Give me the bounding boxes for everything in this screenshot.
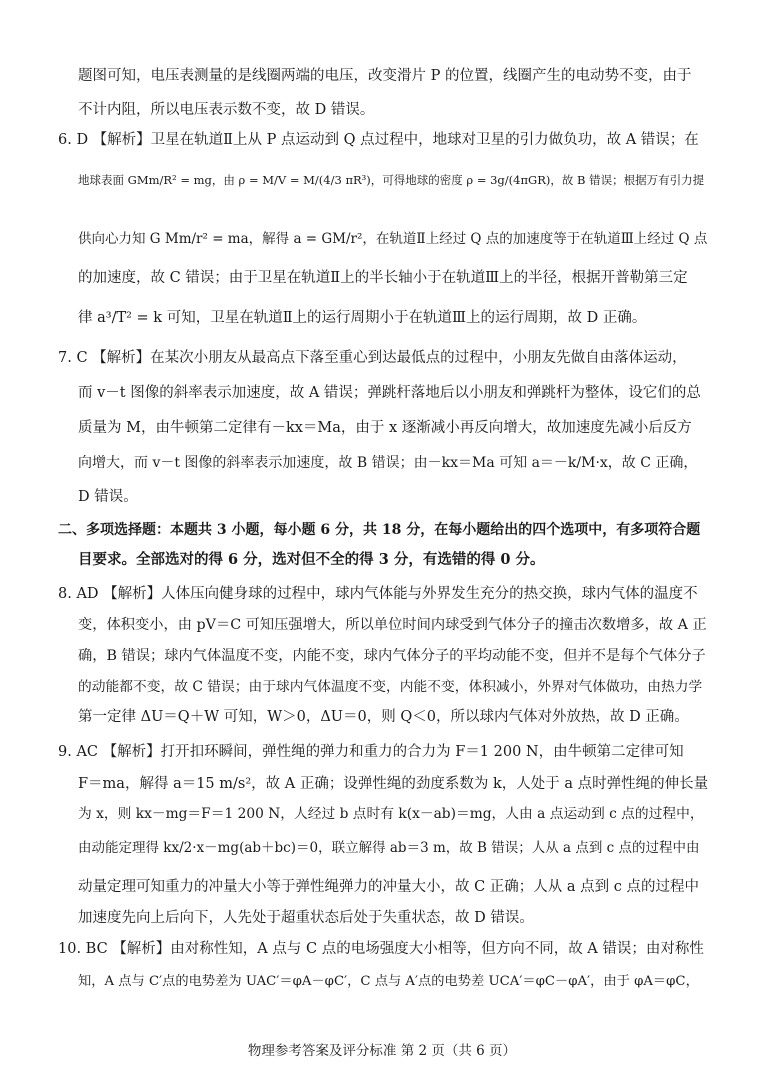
text-line: 动量定理可知重力的冲量大小等于弹性绳弹力的冲量大小，故 C 正确；人从 a 点到 c 点的过程中	[78, 879, 700, 895]
page-footer: 物理参考答案及评分标准 第 2 页（共 6 页）	[247, 1043, 517, 1059]
question-9-start: 9. AC 【解析】打开扣环瞬间，弹性绳的弹力和重力的合力为 F＝1 200 N，由牛顿第二定律可知	[58, 744, 684, 760]
question-6-start: 6. D 【解析】卫星在轨道Ⅱ上从 P 点运动到 Q 点过程中，地球对卫星的引力做负功，故 A 错误；在	[58, 132, 699, 148]
text-line: 题图可知，电压表测量的是线圈两端的电压，改变滑片 P 的位置，线圈产生的电动势不变，由于	[78, 68, 692, 84]
text-line: 质量为 M，由牛顿第二定律有－kx＝Ma，由于 x 逐渐减小再反向增大，故加速度先减小后反方	[78, 420, 692, 436]
text-line: 加速度先向上后向下，人先处于超重状态后处于失重状态，故 D 错误。	[78, 910, 534, 926]
text-line: 变，体积变小，由 pV＝C 可知压强增大，所以单位时间内球受到气体分子的撞击次数增多，故 A 正	[78, 617, 707, 633]
text-line: 向增大，而 v－t 图像的斜率表示加速度，故 B 错误；由－kx＝Ma 可知 a＝－k/M·x，故 C 正确，	[78, 455, 698, 471]
text-line: 地球表面 GMm/R² = mg，由 ρ = M/V = M/(4/3 πR³)，可得地球的密度 ρ = 3g/(4πGR)，故 B 错误；根据万有引力提	[78, 173, 705, 187]
text-line: 的动能都不变，故 C 错误；由于球内气体温度不变，内能不变，体积减小，外界对气体做功，由热力学	[78, 679, 703, 695]
text-line: 供向心力知 G Mm/r² = ma，解得 a = GM/r²，在轨道Ⅱ上经过 Q 点的加速度等于在轨道Ⅲ上经过 Q 点	[78, 231, 708, 247]
text-line: D 错误。	[78, 489, 138, 505]
question-10-start: 10. BC 【解析】由对称性知，A 点与 C 点的电场强度大小相等，但方向不同，故 A 错误；由对称性	[58, 941, 704, 957]
section-heading-cont: 目要求。全部选对的得 6 分，选对但不全的得 3 分，有选错的得 0 分。	[78, 551, 545, 568]
text-line: F＝ma，解得 a＝15 m/s²，故 A 正确；设弹性绳的劲度系数为 k，人处于 a 点时弹性绳的伸长量	[78, 776, 709, 792]
text-line: 的加速度，故 C 错误；由于卫星在轨道Ⅱ上的半长轴小于在轨道Ⅲ上的半径，根据开普勒第三定	[78, 270, 688, 286]
text-line: 由动能定理得 kx/2·x－mg(ab＋bc)＝0，联立解得 ab＝3 m，故 B 错误；人从 a 点到 c 点的过程中由	[78, 840, 700, 856]
text-line: 为 x，则 kx－mg＝F＝1 200 N，人经过 b 点时有 k(x－ab)＝mg，人由 a 点运动到 c 点的过程中，	[78, 806, 704, 822]
text-line: 第一定律 ΔU＝Q＋W 可知，W＞0，ΔU＝0，则 Q＜0，所以球内气体对外放热，故 D 正确。	[78, 709, 689, 725]
section-heading: 二、多项选择题：本题共 3 小题，每小题 6 分，共 18 分，在每小题给出的四个选项中，有多项符合题	[58, 522, 701, 538]
text-line: 不计内阻，所以电压表示数不变，故 D 错误。	[78, 102, 375, 118]
text-line: 律 a³/T² = k 可知，卫星在轨道Ⅱ上的运行周期小于在轨道Ⅲ上的运行周期，故 D 正确。	[78, 310, 647, 326]
question-8-start: 8. AD 【解析】人体压向健身球的过程中，球内气体能与外界发生充分的热交换，球内气体的温度不	[58, 586, 698, 602]
text-line: 知，A 点与 C′点的电势差为 UAC′＝φA－φC′，C 点与 A′点的电势差 UCA′＝φC－φA′，由于 φA＝φC，	[78, 974, 699, 989]
text-line: 确，B 错误；球内气体温度不变，内能不变，球内气体分子的平均动能不变，但并不是每个气体分子	[78, 648, 706, 664]
question-7-start: 7. C 【解析】在某次小朋友从最高点下落至重心到达最低点的过程中，小朋友先做自由落体运动，	[58, 350, 687, 366]
text-line: 而 v－t 图像的斜率表示加速度，故 A 错误；弹跳杆落地后以小朋友和弹跳杆为整体，设它们的总	[78, 385, 701, 401]
